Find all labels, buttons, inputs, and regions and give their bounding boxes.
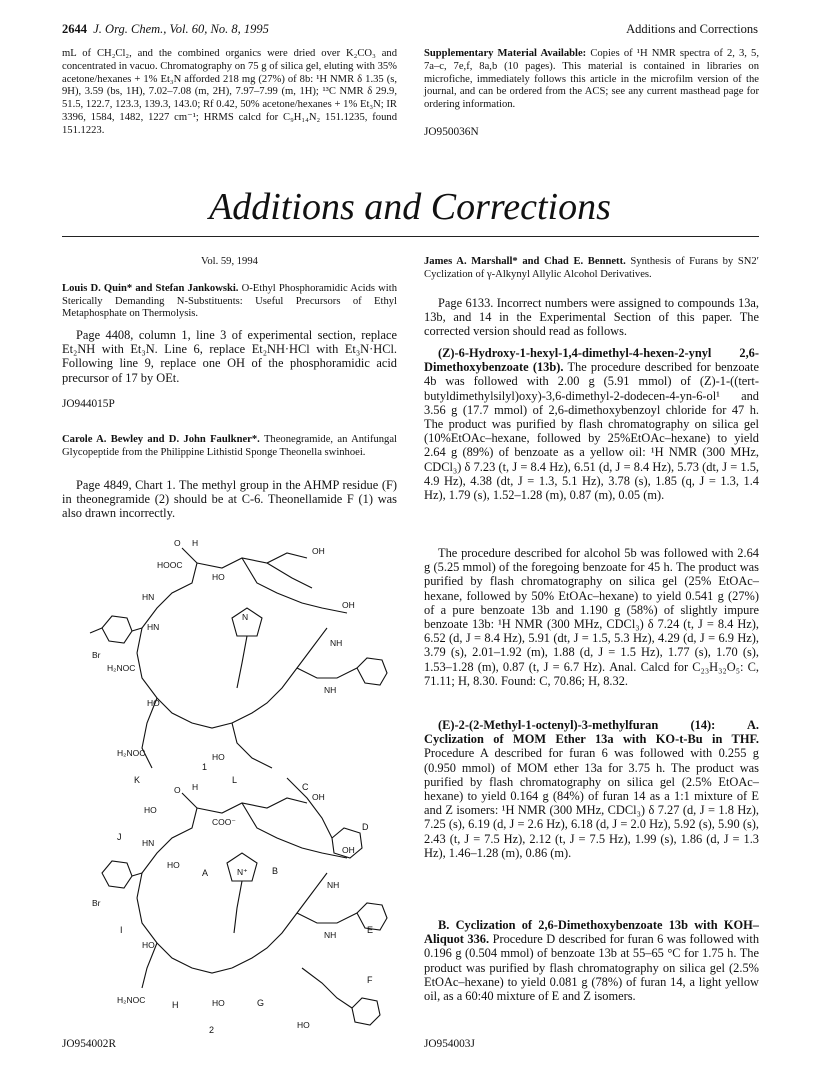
- cyclization-b-procedure: Procedure D described for furan 6 was followed with 0.196 g (0.504 mmol) of benzoate 13b at 55–65 °C for 1.75 h. The product was purified by flash chromatography on silica gel (2.5% EtOAc–hexane) to yield 0.081 g (78%) of furan 14, a light yellow oil, as a 60:40 mixture of E and Z isomers.: [424, 932, 760, 1004]
- svg-text:HOOC: HOOC: [157, 560, 183, 570]
- alcohol-5b-procedure: The procedure described for alcohol 5b was followed with 2.64 g (5.25 mmol) of the foregoing benzoate for 45 h. The product was purified by flash chromatography on silica gel (25% EtOAc–hexane, followed by 50% EtOAc–hexane) to yield 0.541 g (27%) of a pure benzoate 13b and 1.190 g (58%) of slightly impure benzoate 13b: ¹H NMR (300 MHz, CDCl₃) δ 7.24 (t, J = 8.4 Hz), 6.52 (d, J = 8.4 Hz), 5.91 (dt, J = 1.5, 5.3 Hz), 4.29 (d, J = 6.9 Hz), 3.79 (s), 2.01–1.92 (m), 1.88 (d, J = 1.5 Hz), 1.77 (s), 1.70 (s), 1.53–1.28 (m), 0.87 (t, J = 6.7 Hz). Anal. Calcd for C₂₃H₃₂O₅: C, 71.11; H, 8.30. Found: C, 70.86; H, 8.32.: [424, 546, 759, 688]
- benzoate-13b-heading: (Z)-6-Hydroxy-1-hexyl-1,4-dimethyl-4-hexen-2-ynyl 2,6-Dimethoxybenzoate (13b).: [424, 346, 759, 375]
- marshall-authors: James A. Marshall* and Chad E. Bennett.: [424, 256, 626, 267]
- svg-text:H: H: [192, 782, 199, 792]
- svg-text:NH: NH: [327, 880, 340, 890]
- residue-label-l: L: [232, 775, 238, 785]
- svg-text:H₂NOC: H₂NOC: [117, 995, 146, 1005]
- quin-code: JO944015P: [62, 398, 115, 410]
- svg-text:H₂NOC: H₂NOC: [107, 663, 136, 673]
- bewley-authors: Carole A. Bewley and D. John Faulkner*.: [62, 434, 260, 445]
- quin-authors: Louis D. Quin* and Stefan Jankowski.: [62, 283, 239, 294]
- svg-text:OH: OH: [312, 546, 325, 556]
- residue-label-d: D: [362, 822, 369, 832]
- svg-text:Br: Br: [92, 650, 101, 660]
- structure-1-label: 1: [202, 762, 208, 772]
- continued-experimental-text: mL of CH₂Cl₂, and the combined organics were dried over K₂CO₃ and concentrated in vacuo. Chromatography on 75 g of silica gel, eluting with 35% acetone/hexanes + 1% Et₃N afforded 218 mg (27%) of 8b: ¹H NMR δ 1.35 (s, 9H), 3.59 (bs, 1H), 7.02–7.08 (m, 2H), 7.97–7.99 (m, 1H); ¹³C NMR δ 29.9, 51.5, 122.7, 123.3, 139.3, 143.0; Rf 0.42, 50% acetone/hexanes + 1% Et₃N; IR 3396, 1584, 1482, 1227 cm⁻¹; HRMS calcd for C₉H₁₄N₂ 151.1235, found 151.1223.: [62, 48, 397, 136]
- furan-14-section-a: [424, 718, 759, 860]
- bewley-title: Theonegramide, an Antifungal Glycopeptide from the Philippine Lithistid Sponge Theonella swinhoei.: [62, 434, 398, 458]
- bewley-code: JO954002R: [62, 1038, 116, 1050]
- volume-heading: Vol. 59, 1994: [201, 256, 258, 267]
- svg-text:HO: HO: [147, 698, 160, 708]
- benzoate-13b-procedure: The procedure described for benzoate 4b was followed with 2.00 g (5.91 mmol) of (Z)-1-((tert-butyldimethylsilyl)oxy)-3,6-dimethyl-2-dodecen-4-yn-6-ol¹ and 3.56 g (17.7 mmol) of 2,6-dimethoxybenzoyl chloride for 47 h. The product was purified by flash chromatography on silica gel (10%EtOAc–hexane, followed by 25%EtOAc–hexane) to yield 2.64 g (89%) of benzoate as a yellow oil: ¹H NMR (300 MHz, CDCl₃) δ 7.23 (t, J = 8.4 Hz), 6.51 (d, J = 8.4 Hz), 5.73 (dt, J = 1.5, 4.9 Hz), 4.38 (dt, J = 1.3, 5.1 Hz), 3.78 (s), 1.85 (q, J = 1.3, 1.4 Hz), 1.79 (s), 1.52–1.28 (m), 0.87 (m), 0.05 (m).: [424, 360, 760, 503]
- residue-label-a: A: [202, 868, 209, 878]
- svg-text:NH: NH: [324, 685, 337, 695]
- svg-text:H: H: [192, 538, 199, 548]
- page-title: Additions and Corrections: [209, 186, 611, 228]
- supplementary-material: [424, 48, 759, 112]
- residue-label-k: K: [134, 775, 141, 785]
- svg-text:HO: HO: [212, 998, 225, 1008]
- svg-text:NH: NH: [324, 930, 337, 940]
- structure-2-label: 2: [209, 1025, 215, 1035]
- supplementary-text: Copies of ¹H NMR spectra of 2, 3, 5, 7a–c, 7e,f, 8a,b (10 pages). This material is contained in libraries on microfiche, immediately follows this article in the microfilm version of the journal, and can be ordered from the ACS; see any current masthead page for ordering information.: [424, 48, 759, 111]
- svg-text:HO: HO: [212, 572, 225, 582]
- page-number: 2644: [62, 22, 87, 36]
- marshall-intro: Page 6133. Incorrect numbers were assigned to compounds 13a, 13b, and 14 in the Experimental Section of this paper. The corrected version should read as follows.: [424, 296, 759, 339]
- svg-text:O: O: [174, 785, 181, 795]
- marshall-title: Synthesis of Furans by SN2′ Cyclization of γ-Alkynyl Allylic Alcohol Derivatives.: [424, 256, 759, 280]
- svg-text:N: N: [242, 612, 249, 622]
- section-name: Additions and Corrections: [626, 22, 758, 36]
- residue-label-b: B: [272, 866, 279, 876]
- svg-text:H₂NOC: H₂NOC: [117, 748, 146, 758]
- svg-text:NH: NH: [330, 638, 343, 648]
- svg-text:OH: OH: [342, 600, 355, 610]
- supplementary-label: Supplementary Material Available:: [424, 48, 587, 59]
- residue-label-c: C: [302, 782, 309, 792]
- running-head-left: [62, 22, 269, 37]
- cyclization-b-heading: B. Cyclization of 2,6-Dimethoxybenzoate 13b with KOH–Aliquot 336.: [424, 918, 759, 947]
- residue-label-j: J: [117, 832, 122, 842]
- residue-label-g: G: [257, 998, 265, 1008]
- residue-label-i: I: [120, 925, 123, 935]
- svg-text:HO: HO: [142, 940, 155, 950]
- svg-text:Br: Br: [92, 898, 101, 908]
- svg-text:COO⁻: COO⁻: [212, 817, 236, 827]
- svg-text:HN: HN: [147, 622, 160, 632]
- furan-14-heading: (E)-2-(2-Methyl-1-octenyl)-3-methylfuran (14): A. Cyclization of MOM Ether 13a with KO-t-Bu in THF.: [424, 718, 759, 747]
- residue-label-f: F: [367, 975, 373, 985]
- marshall-citation: [424, 256, 759, 281]
- svg-text:HO: HO: [144, 805, 157, 815]
- quin-correction: Page 4408, column 1, line 3 of experimental section, replace Et₂NH with Et₃N. Line 6, replace Et₂NH·HCl with Et₃N·HCl. Following line 9, replace one OH of the phosphoramidic acid precursor of 17 by OEt.: [62, 328, 397, 385]
- benzoate-13b-section: [424, 346, 759, 502]
- svg-text:OH: OH: [342, 845, 355, 855]
- svg-text:N⁺: N⁺: [237, 867, 248, 877]
- svg-text:HO: HO: [167, 860, 180, 870]
- residue-label-e: E: [367, 925, 374, 935]
- svg-text:HN: HN: [142, 838, 155, 848]
- running-head: [62, 22, 758, 42]
- journal-citation: J. Org. Chem., Vol. 60, No. 8, 1995: [93, 22, 269, 36]
- supplementary-code: JO950036N: [424, 126, 479, 138]
- svg-text:HN: HN: [142, 592, 155, 602]
- svg-text:HO: HO: [297, 1020, 310, 1030]
- svg-text:HO: HO: [212, 752, 225, 762]
- marshall-code: JO954003J: [424, 1038, 475, 1050]
- bewley-citation: [62, 434, 397, 459]
- furan-14-section-b: [424, 918, 759, 1003]
- title-rule: [62, 236, 759, 237]
- bewley-correction: Page 4849, Chart 1. The methyl group in the AHMP residue (F) in theonegramide (2) should be at C-6. Theonellamide F (1) was also drawn incorrectly.: [62, 478, 397, 521]
- furan-14-procedure-a: Procedure A described for furan 6 was followed with 0.255 g (0.950 mmol) of MOM ether 13a for 3.75 h. The product was purified by flash chromatography on silica gel (2.5% EtOAc–hexane) to yield 0.164 g (84%) of furan 14 as a 1:1 mixture of E and Z isomers: ¹H NMR (300 MHz, CDCl₃) δ 7.27 (d, J = 1.8 Hz), 7.25 (s), 6.19 (d, J = 2.6 Hz), 6.18 (d, J = 2.0 Hz), 5.92 (s), 5.90 (s), 2.43 (t, J = 7.5 Hz), 2.12 (t, J = 7.5 Hz), 1.99 (s), 1.86 (d, J = 1.3 Hz), 1.46–1.28 (m), 0.86 (m).: [424, 746, 759, 860]
- quin-title: O-Ethyl Phosphoramidic Acids with Sterically Demanding N-Substituents: Useful Precursors of Ethyl Metaphosphate on Thermolysis.: [62, 283, 397, 320]
- residue-label-h: H: [172, 1000, 179, 1010]
- quin-citation: [62, 283, 397, 321]
- svg-text:OH: OH: [312, 792, 325, 802]
- svg-text:O: O: [174, 538, 181, 548]
- theonellamide-structures: [62, 528, 397, 1038]
